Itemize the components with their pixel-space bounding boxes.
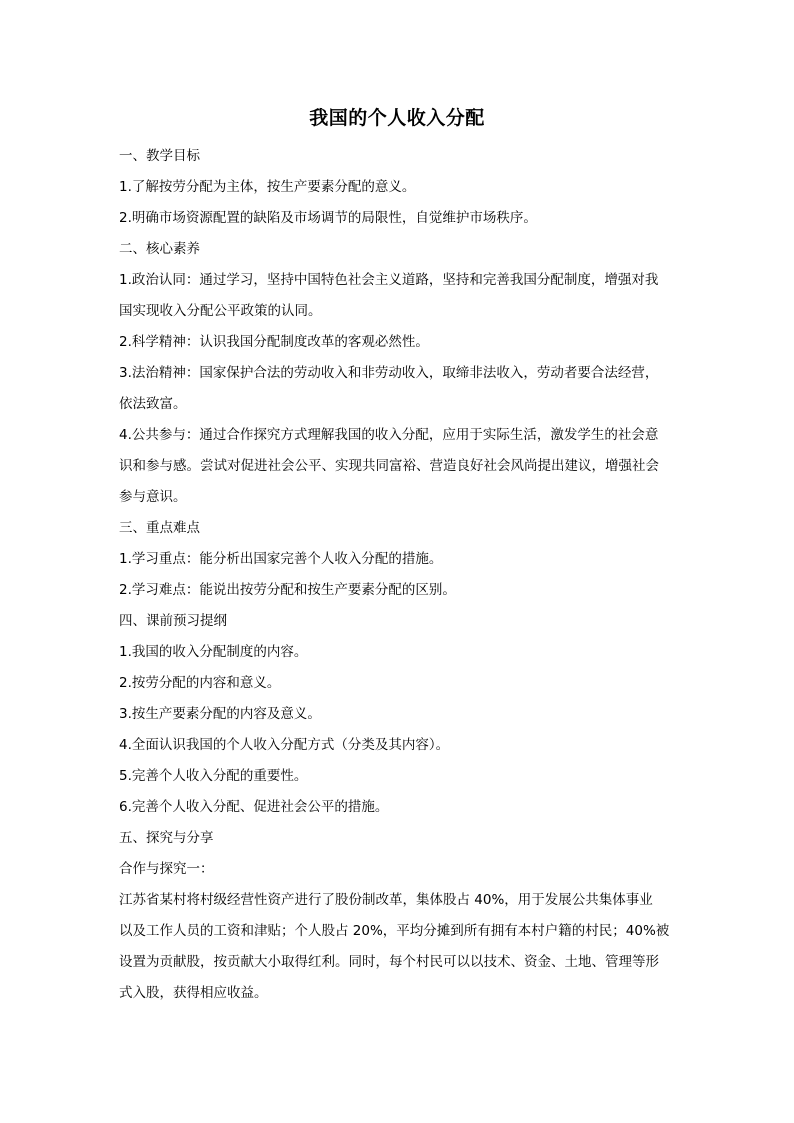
paragraph-line: 4.公共参与：通过合作探究方式理解我国的收入分配，应用于实际生活，激发学生的社会意 [119,427,659,443]
paragraph-line: 式入股，获得相应收益。 [119,985,268,1001]
paragraph-line: 江苏省某村将村级经营性资产进行了股份制改革，集体股占 40%，用于发展公共集体事业 [119,892,653,908]
list-item: 6.完善个人收入分配、促进社会公平的措施。 [119,799,389,815]
paragraph-line: 设置为贡献股，按贡献大小取得红利。同时，每个村民可以以技术、资金、土地、管理等形 [119,954,659,970]
list-item: 5.完善个人收入分配的重要性。 [119,768,308,784]
list-item: 2.明确市场资源配置的缺陷及市场调节的局限性，自觉维护市场秩序。 [119,210,537,226]
list-item: 1.了解按劳分配为主体，按生产要素分配的意义。 [119,179,416,195]
paragraph-line: 参与意识。 [119,489,187,505]
paragraph-line: 国实现收入分配公平政策的认同。 [119,303,322,319]
list-item: 2.按劳分配的内容和意义。 [119,675,281,691]
paragraph-line: 1.政治认同：通过学习，坚持中国特色社会主义道路，坚持和完善我国分配制度，增强对我 [119,272,659,288]
list-item: 2.学习难点：能说出按劳分配和按生产要素分配的区别。 [119,582,456,598]
section-heading-preview-outline: 四、课前预习提纲 [119,613,227,629]
list-item: 1.学习重点：能分析出国家完善个人收入分配的措施。 [119,551,443,567]
paragraph-line: 识和参与感。尝试对促进社会公平、实现共同富裕、营造良好社会风尚提出建议，增强社会 [119,458,659,474]
paragraph-line: 以及工作人员的工资和津贴；个人股占 20%，平均分摊到所有拥有本村户籍的村民；40%被 [119,923,670,939]
section-heading-teaching-goals: 一、教学目标 [119,148,200,164]
paragraph-line: 3.法治精神：国家保护合法的劳动收入和非劳动收入，取缔非法收入，劳动者要合法经营， [119,365,659,381]
list-item: 2.科学精神：认识我国分配制度改革的客观必然性。 [119,334,429,350]
list-item: 3.按生产要素分配的内容及意义。 [119,706,321,722]
document-title: 我国的个人收入分配 [309,107,485,129]
section-heading-key-points: 三、重点难点 [119,520,200,536]
subheading-cooperation-1: 合作与探究一： [119,861,214,877]
document-body [119,141,689,1009]
list-item: 1.我国的收入分配制度的内容。 [119,644,308,660]
section-heading-explore-share: 五、探究与分享 [119,830,214,846]
list-item: 4.全面认识我国的个人收入分配方式（分类及其内容）。 [119,737,450,753]
section-heading-core-literacy: 二、核心素养 [119,241,200,257]
paragraph-line: 依法致富。 [119,396,187,412]
